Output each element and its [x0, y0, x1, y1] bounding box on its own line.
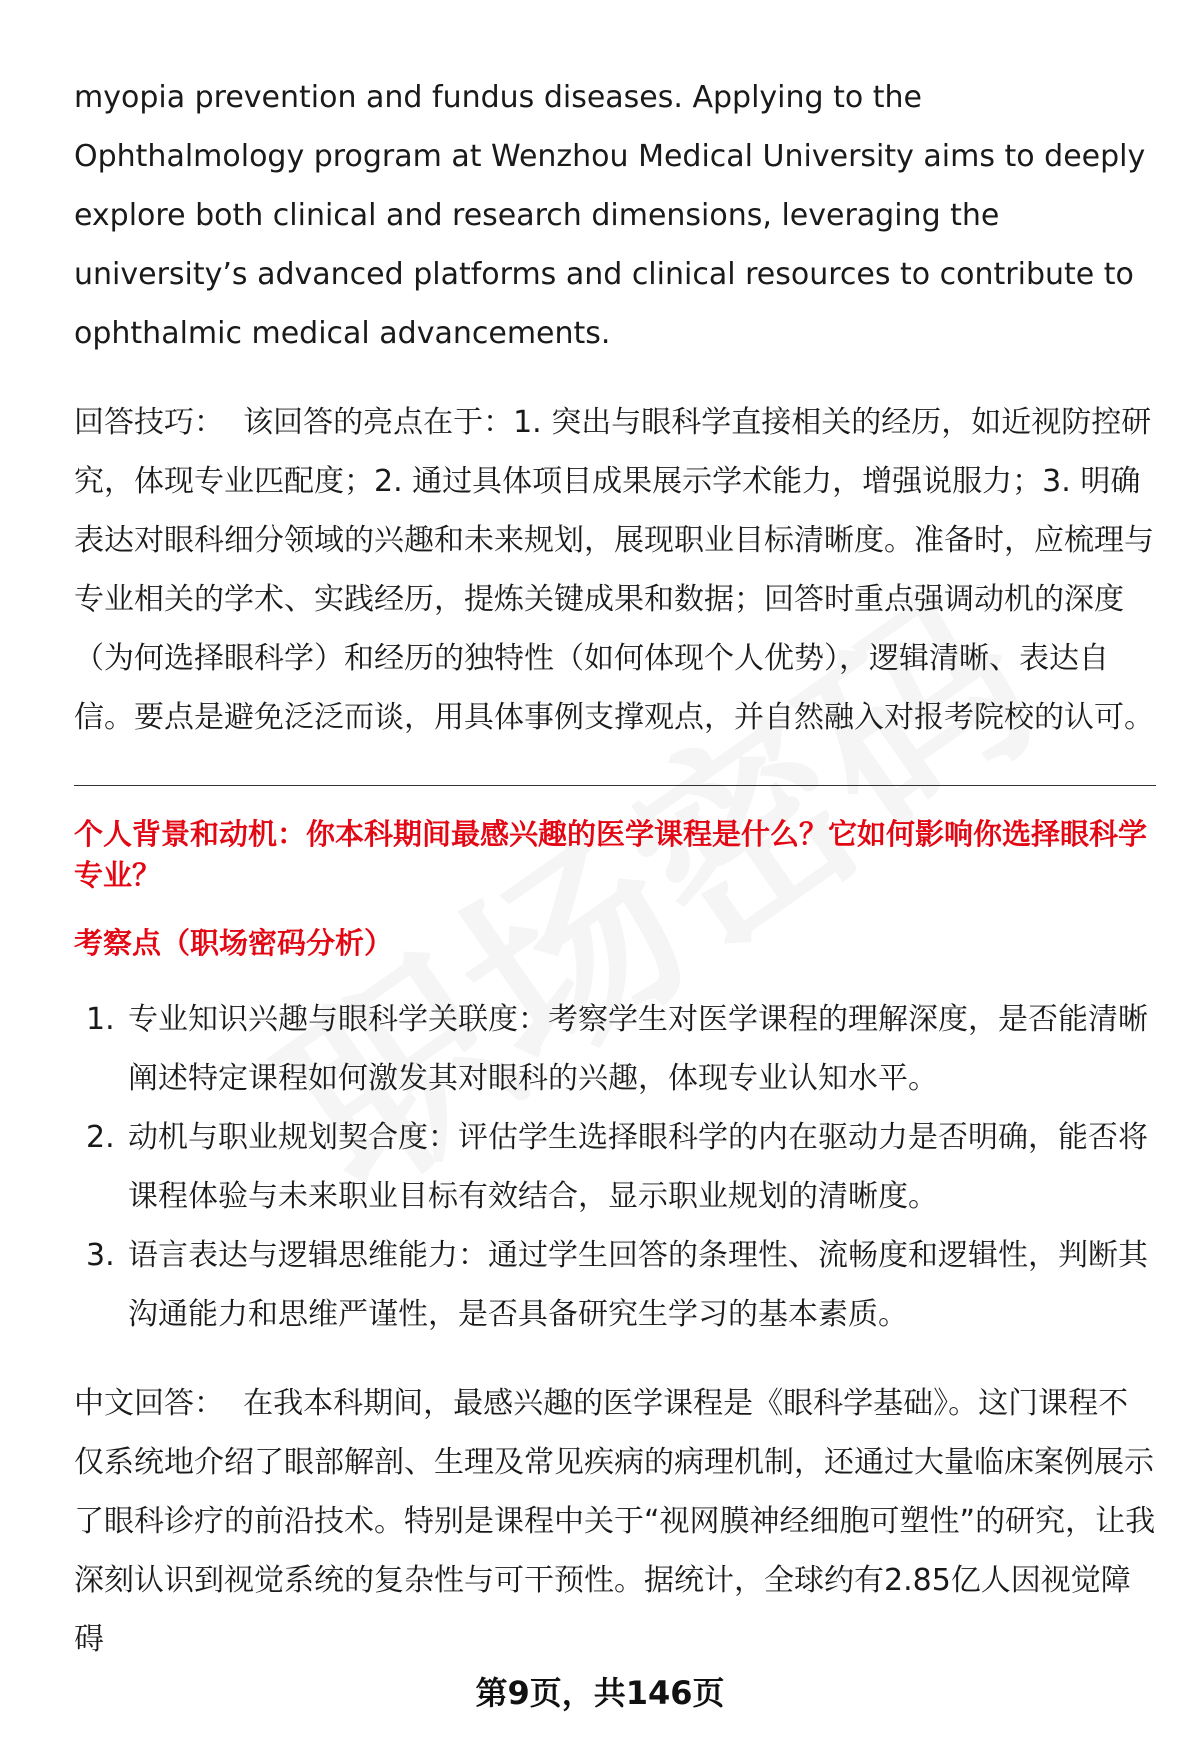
- list-item: [74, 1108, 1156, 1226]
- list-item-text: 专业知识兴趣与眼科学关联度：考察学生对医学课程的理解深度，是否能清晰阐述特定课程如何激发其对眼科的兴趣，体现专业认知水平。: [128, 1002, 1148, 1096]
- analysis-heading: 考察点（职场密码分析）: [74, 926, 394, 960]
- list-item-number: 3.: [86, 1238, 115, 1273]
- page-number-footer: 第9页，共146页: [475, 1674, 725, 1712]
- tips-text: 该回答的亮点在于：1. 突出与眼科学直接相关的经历，如近视防控研究，体现专业匹配度；2. 通过具体项目成果展示学术能力，增强说服力；3. 明确表达对眼科细分领域的兴趣和未来规划，展现职业目标清晰度。准备时，应梳理与专业相关的学术、实践经历，提炼关键成果和数据；回答时重点强调动机的深度（为何选择眼科学）和经历的独特性（如何体现个人优势），逻辑清晰、表达自信。要点是避免泛泛而谈，用具体事例支撑观点，并自然融入对报考院校的认可。: [74, 405, 1154, 735]
- analysis-list: [74, 990, 1156, 1344]
- intro-paragraph: myopia prevention and fundus diseases. Applying to the Ophthalmology program at Wenzhou Medical University aims to deeply explore both clinical and research dimensions, leveraging the university’s advanced platforms and clinical resources to contribute to ophthalmic medical advancements.: [74, 80, 1146, 351]
- list-item-number: 2.: [86, 1120, 115, 1155]
- tips-label: 回答技巧：: [74, 405, 224, 440]
- answer-paragraph: [74, 1374, 1156, 1669]
- document-body: [74, 68, 1156, 1669]
- answer-label: 中文回答：: [74, 1386, 224, 1421]
- list-item-text: 动机与职业规划契合度：评估学生选择眼科学的内在驱动力是否明确，能否将课程体验与未来职业目标有效结合，显示职业规划的清晰度。: [128, 1120, 1148, 1214]
- question-heading: 个人背景和动机：你本科期间最感兴趣的医学课程是什么？它如何影响你选择眼科学专业？: [74, 817, 1148, 892]
- section-divider: [74, 785, 1156, 786]
- list-item-text: 语言表达与逻辑思维能力：通过学生回答的条理性、流畅度和逻辑性，判断其沟通能力和思维严谨性，是否具备研究生学习的基本素质。: [128, 1238, 1148, 1332]
- list-item-number: 1.: [86, 1002, 115, 1037]
- list-item: [74, 1226, 1156, 1344]
- list-item: [74, 990, 1156, 1108]
- tips-paragraph: [74, 393, 1156, 747]
- answer-text: 在我本科期间，最感兴趣的医学课程是《眼科学基础》。这门课程不仅系统地介绍了眼部解剖、生理及常见疾病的病理机制，还通过大量临床案例展示了眼科诊疗的前沿技术。特别是课程中关于“视网膜神经细胞可塑性”的研究，让我深刻认识到视觉系统的复杂性与可干预性。据统计，全球约有2.85亿人因视觉障碍: [74, 1386, 1156, 1657]
